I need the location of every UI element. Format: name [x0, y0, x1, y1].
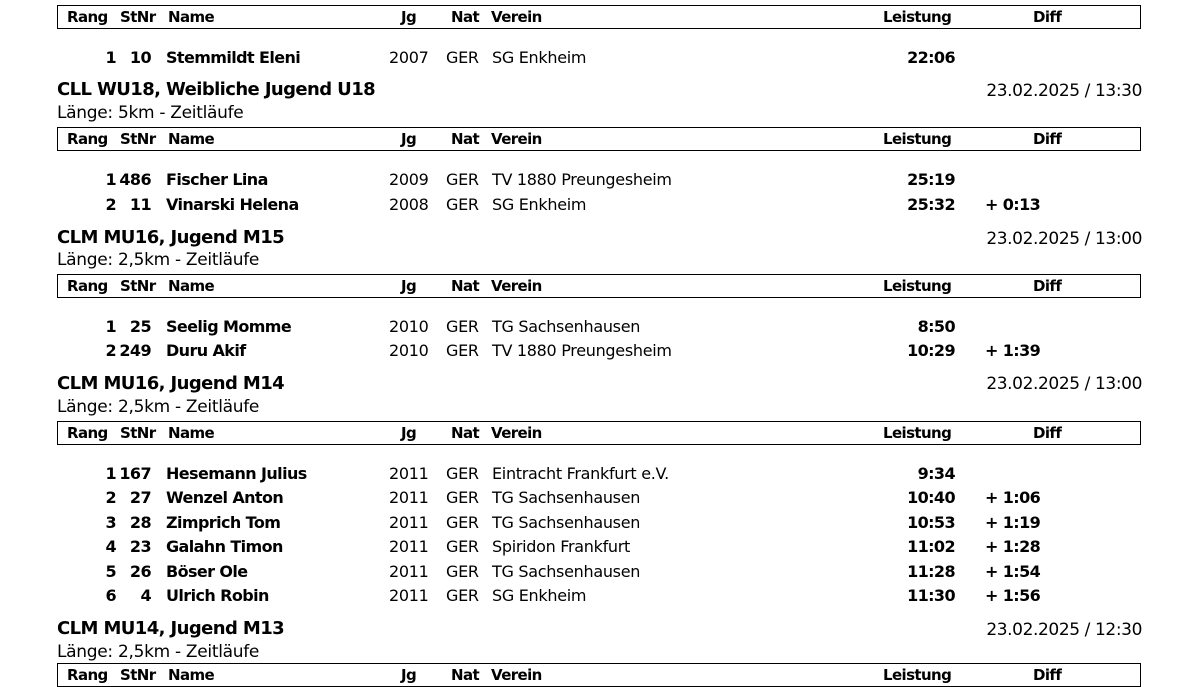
nation: GER — [446, 341, 479, 360]
section-date: 23.02.2025 / 13:00 — [986, 374, 1142, 394]
rang: 6 — [105, 586, 116, 605]
table-row — [0, 48, 1200, 72]
table-row — [0, 317, 1200, 341]
nation: GER — [446, 488, 479, 507]
section-title: CLM MU16, Jugend M15 — [57, 227, 285, 248]
header-jg: Jg — [401, 130, 417, 148]
section-date: 23.02.2025 / 13:00 — [986, 229, 1142, 249]
performance: 10:53 — [907, 513, 955, 532]
nation: GER — [446, 48, 479, 67]
time-diff: + 1:06 — [985, 488, 1041, 507]
table-row — [0, 537, 1200, 561]
table-row — [0, 170, 1200, 194]
header-stnr: StNr — [120, 666, 156, 684]
performance: 11:28 — [907, 562, 955, 581]
athlete-name: Duru Akif — [166, 341, 246, 360]
athlete-name: Fischer Lina — [166, 170, 268, 189]
table-header — [57, 421, 1141, 445]
performance: 11:30 — [907, 586, 955, 605]
header-diff: Diff — [1033, 8, 1062, 26]
header-diff: Diff — [1033, 277, 1062, 295]
performance: 9:34 — [917, 464, 955, 483]
birth-year: 2011 — [389, 488, 429, 507]
club: TV 1880 Preungesheim — [492, 341, 672, 360]
nation: GER — [446, 562, 479, 581]
birth-year: 2007 — [389, 48, 429, 67]
stnr: 23 — [129, 537, 151, 556]
table-row — [0, 341, 1200, 365]
athlete-name: Galahn Timon — [166, 537, 283, 556]
birth-year: 2008 — [389, 195, 429, 214]
table-row — [0, 513, 1200, 537]
performance: 25:32 — [907, 195, 955, 214]
rang: 4 — [105, 537, 116, 556]
club: TV 1880 Preungesheim — [492, 170, 672, 189]
club: SG Enkheim — [492, 195, 587, 214]
club: SG Enkheim — [492, 586, 587, 605]
header-jg: Jg — [401, 277, 417, 295]
header-verein: Verein — [491, 277, 542, 295]
stnr: 10 — [129, 48, 151, 67]
header-name: Name — [168, 424, 215, 442]
stnr: 26 — [129, 562, 151, 581]
header-nat: Nat — [451, 424, 480, 442]
header-nat: Nat — [451, 277, 480, 295]
header-leistung: Leistung — [883, 130, 952, 148]
header-rang: Rang — [67, 8, 108, 26]
club: Eintracht Frankfurt e.V. — [492, 464, 669, 483]
header-rang: Rang — [67, 666, 108, 684]
stnr: 249 — [119, 341, 151, 360]
section-title: CLL WU18, Weibliche Jugend U18 — [57, 79, 376, 100]
header-name: Name — [168, 277, 215, 295]
header-verein: Verein — [491, 130, 542, 148]
time-diff: + 1:19 — [985, 513, 1041, 532]
table-row — [0, 562, 1200, 586]
stnr: 11 — [129, 195, 151, 214]
header-rang: Rang — [67, 424, 108, 442]
header-nat: Nat — [451, 666, 480, 684]
rang: 1 — [105, 317, 116, 336]
header-diff: Diff — [1033, 130, 1062, 148]
performance: 8:50 — [917, 317, 955, 336]
section-length: Länge: 2,5km - Zeitläufe — [57, 397, 260, 417]
birth-year: 2011 — [389, 586, 429, 605]
header-jg: Jg — [401, 8, 417, 26]
time-diff: + 0:13 — [985, 195, 1041, 214]
section-title: CLM MU14, Jugend M13 — [57, 618, 285, 639]
birth-year: 2011 — [389, 537, 429, 556]
header-nat: Nat — [451, 130, 480, 148]
club: TG Sachsenhausen — [492, 488, 641, 507]
header-name: Name — [168, 666, 215, 684]
table-header — [57, 127, 1141, 151]
rang: 2 — [105, 488, 116, 507]
nation: GER — [446, 464, 479, 483]
rang: 1 — [105, 170, 116, 189]
nation: GER — [446, 586, 479, 605]
time-diff: + 1:28 — [985, 537, 1041, 556]
table-header — [57, 663, 1141, 687]
header-leistung: Leistung — [883, 666, 952, 684]
header-leistung: Leistung — [883, 8, 952, 26]
nation: GER — [446, 513, 479, 532]
stnr: 167 — [119, 464, 151, 483]
table-row — [0, 195, 1200, 219]
header-stnr: StNr — [120, 424, 156, 442]
birth-year: 2009 — [389, 170, 429, 189]
birth-year: 2011 — [389, 513, 429, 532]
table-row — [0, 464, 1200, 488]
club: Spiridon Frankfurt — [492, 537, 631, 556]
table-row — [0, 488, 1200, 512]
club: TG Sachsenhausen — [492, 513, 641, 532]
table-header — [57, 274, 1141, 298]
performance: 11:02 — [907, 537, 955, 556]
section-length: Länge: 5km - Zeitläufe — [57, 103, 244, 123]
birth-year: 2010 — [389, 341, 429, 360]
performance: 22:06 — [907, 48, 955, 67]
club: SG Enkheim — [492, 48, 587, 67]
athlete-name: Seelig Momme — [166, 317, 292, 336]
stnr: 28 — [129, 513, 151, 532]
table-header — [57, 5, 1141, 29]
birth-year: 2010 — [389, 317, 429, 336]
rang: 2 — [105, 195, 116, 214]
nation: GER — [446, 170, 479, 189]
table-row — [0, 586, 1200, 610]
rang: 3 — [105, 513, 116, 532]
header-rang: Rang — [67, 277, 108, 295]
section-length: Länge: 2,5km - Zeitläufe — [57, 642, 260, 662]
section-date: 23.02.2025 / 12:30 — [986, 620, 1142, 640]
time-diff: + 1:54 — [985, 562, 1041, 581]
header-diff: Diff — [1033, 424, 1062, 442]
rang: 5 — [105, 562, 116, 581]
section-date: 23.02.2025 / 13:30 — [986, 81, 1142, 101]
header-jg: Jg — [401, 424, 417, 442]
club: TG Sachsenhausen — [492, 317, 641, 336]
header-stnr: StNr — [120, 8, 156, 26]
athlete-name: Hesemann Julius — [166, 464, 307, 483]
athlete-name: Zimprich Tom — [166, 513, 281, 532]
header-verein: Verein — [491, 424, 542, 442]
performance: 10:40 — [907, 488, 955, 507]
club: TG Sachsenhausen — [492, 562, 641, 581]
birth-year: 2011 — [389, 562, 429, 581]
header-leistung: Leistung — [883, 424, 952, 442]
nation: GER — [446, 537, 479, 556]
rang: 1 — [105, 464, 116, 483]
nation: GER — [446, 195, 479, 214]
performance: 25:19 — [907, 170, 955, 189]
section-title: CLM MU16, Jugend M14 — [57, 373, 285, 394]
header-rang: Rang — [67, 130, 108, 148]
header-verein: Verein — [491, 666, 542, 684]
athlete-name: Wenzel Anton — [166, 488, 284, 507]
header-name: Name — [168, 130, 215, 148]
stnr: 25 — [129, 317, 151, 336]
header-nat: Nat — [451, 8, 480, 26]
rang: 1 — [105, 48, 116, 67]
nation: GER — [446, 317, 479, 336]
stnr: 4 — [140, 586, 151, 605]
header-verein: Verein — [491, 8, 542, 26]
athlete-name: Stemmildt Eleni — [166, 48, 301, 67]
time-diff: + 1:56 — [985, 586, 1041, 605]
header-stnr: StNr — [120, 277, 156, 295]
header-jg: Jg — [401, 666, 417, 684]
section-length: Länge: 2,5km - Zeitläufe — [57, 250, 260, 270]
stnr: 486 — [119, 170, 151, 189]
rang: 2 — [105, 341, 116, 360]
header-name: Name — [168, 8, 215, 26]
header-diff: Diff — [1033, 666, 1062, 684]
stnr: 27 — [129, 488, 151, 507]
athlete-name: Ulrich Robin — [166, 586, 269, 605]
athlete-name: Vinarski Helena — [166, 195, 299, 214]
performance: 10:29 — [907, 341, 955, 360]
header-leistung: Leistung — [883, 277, 952, 295]
athlete-name: Böser Ole — [166, 562, 248, 581]
time-diff: + 1:39 — [985, 341, 1041, 360]
header-stnr: StNr — [120, 130, 156, 148]
birth-year: 2011 — [389, 464, 429, 483]
